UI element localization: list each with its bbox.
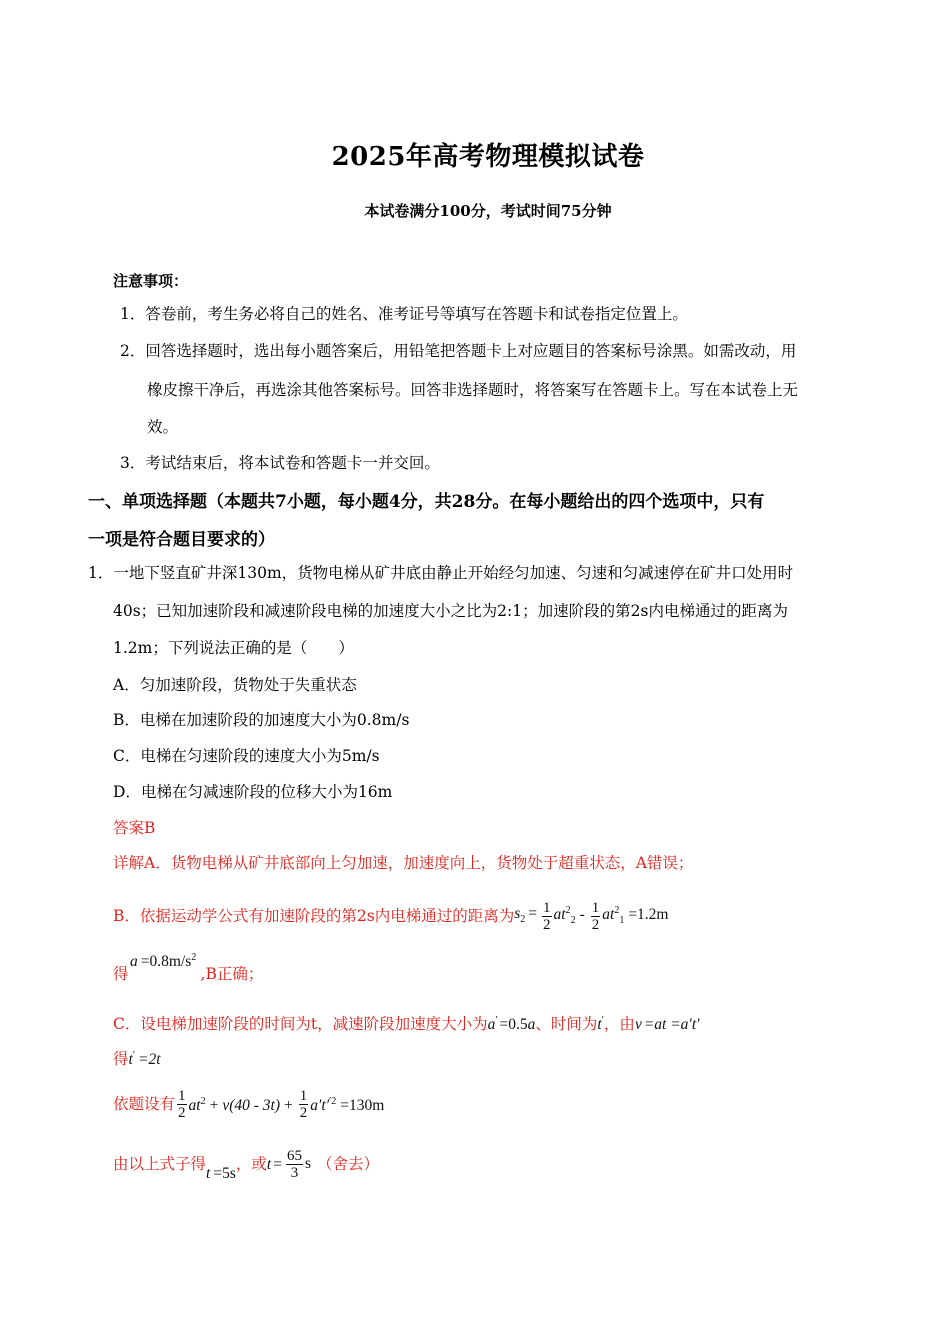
question-1-stem-line2: 40s；已知加速阶段和减速阶段电梯的加速度大小之比为2:1；加速阶段的第2s内电梯通过的距离为 (113, 602, 788, 620)
formula-fraction-65-3: $\frac{65}{3}$ (286, 1147, 302, 1181)
formula-at2-term: $at^2_2$ - (553, 905, 585, 927)
answer-detail-a: 详解A．货物电梯从矿井底部向上匀加速，加速度向上，货物处于超重状态，A错误； (113, 854, 694, 872)
question-1-stem-text1: 一地下竖直矿井深130m，货物电梯从矿井底由静止开始经匀加速、匀速和匀减速停在矿井口处用时 (113, 564, 794, 582)
answer-detail-c-setup: 依题设有 $\frac{1}{2}$ $at^2 + v(40 - 3t)$ + $\frac{1}{2}$ $a't'^{'2} =130m$ (113, 1087, 385, 1121)
answer-detail-c-get: 得t′ =2t (113, 1050, 161, 1069)
section-heading-line1: 一、单项选择题（本题共7小题，每小题4分，共28分。在每小题给出的四个选项中，只有 (88, 492, 765, 512)
formula-t5: t =5s (206, 1165, 236, 1182)
notice-item-2 (120, 341, 796, 361)
option-b (113, 710, 409, 730)
answer-detail-c: C．设电梯加速阶段的时间为t，减速阶段加速度大小为a′ =0.5a、时间为t′，由v =at =a′t′ (113, 1015, 700, 1034)
formula-setup-terms: $at^2 + v(40 - 3t)$ + (188, 1096, 293, 1115)
page-title: 2025年高考物理模拟试卷 (331, 142, 645, 172)
formula-t-prime: t′ (597, 1015, 604, 1034)
formula-v-relation: v =at =a′t′ (634, 1016, 700, 1034)
question-1-num: 1． (88, 564, 114, 582)
option-c (113, 746, 380, 766)
answer-detail-b-intro: B．依据运动学公式有加速阶段的第2s内电梯通过的距离为 (113, 907, 515, 926)
answer-detail-c-solve: 由以上式子得t =5s，或t = $\frac{65}{3}$ s （舍去） (113, 1147, 379, 1182)
option-b-label: B． (113, 711, 140, 729)
formula-fraction-half-4: $\frac{1}{2}$ (299, 1087, 308, 1121)
question-1-stem-line3: 1.2m；下列说法正确的是（ ） (113, 639, 354, 657)
formula-at1-term: $at^2_1 =1.2m$ (602, 905, 669, 927)
formula-t-prime-2t: t′ =2t (128, 1050, 161, 1069)
option-a-label: A． (113, 676, 140, 694)
option-c-text: 电梯在匀速阶段的速度大小为5m/s (140, 747, 380, 765)
option-b-text: 电梯在加速阶段的加速度大小为0.8m/s (139, 711, 410, 729)
notice-heading: 注意事项： (113, 272, 189, 290)
notice-item-3 (120, 453, 440, 473)
answer-detail-b-result: 得 ,B正确； (113, 965, 264, 983)
option-c-label: C． (113, 747, 141, 765)
option-d-text: 电梯在匀减速阶段的位移大小为16m (140, 783, 393, 801)
formula-s2: $s_2$ = (514, 904, 538, 925)
notice-item-2-line2: 橡皮擦干净后，再选涂其他答案标号。回答非选择题时，将答案写在答题卡上。写在本试卷上无 (147, 381, 799, 399)
notice-item-3-text: 考试结束后，将本试卷和答题卡一并交回。 (145, 454, 440, 472)
page-subtitle: 本试卷满分100分，考试时间75分钟 (364, 202, 612, 220)
option-d (113, 782, 392, 802)
section-heading-line2: 一项是符合题目要求的） (88, 530, 275, 550)
answer-label: 答案B (113, 819, 156, 837)
notice-item-1 (120, 304, 688, 324)
formula-fraction-half-2: $\frac{1}{2}$ (591, 899, 600, 933)
notice-item-2-line3: 效。 (147, 418, 179, 436)
formula-fraction-half-1: $\frac{1}{2}$ (543, 899, 551, 933)
formula-setup-terms-2: $a't'^{'2} =130m$ (310, 1096, 385, 1115)
notice-item-1-num: 1． (120, 305, 146, 323)
option-d-label: D． (113, 783, 141, 801)
answer-detail-b (113, 894, 669, 938)
notice-item-2-num: 2． (120, 342, 146, 360)
notice-item-2-text-line1: 回答选择题时，选出每小题答案后，用铅笔把答题卡上对应题目的答案标号涂黑。如需改动，用 (145, 342, 797, 360)
notice-item-1-text: 答卷前，考生务必将自己的姓名、准考证号等填写在答题卡和试卷指定位置上。 (145, 305, 688, 323)
formula-a-value: $a =0.8m/s^2$ (130, 952, 197, 971)
formula-t65: t = (266, 1155, 282, 1173)
notice-item-3-num: 3． (120, 454, 146, 472)
formula-a-prime: a′ =0.5a (487, 1015, 536, 1034)
formula-fraction-half-3: $\frac{1}{2}$ (178, 1087, 186, 1121)
option-a-text: 匀加速阶段，货物处于失重状态 (139, 676, 357, 694)
option-a (113, 675, 357, 695)
question-1-stem-line1 (88, 563, 793, 583)
